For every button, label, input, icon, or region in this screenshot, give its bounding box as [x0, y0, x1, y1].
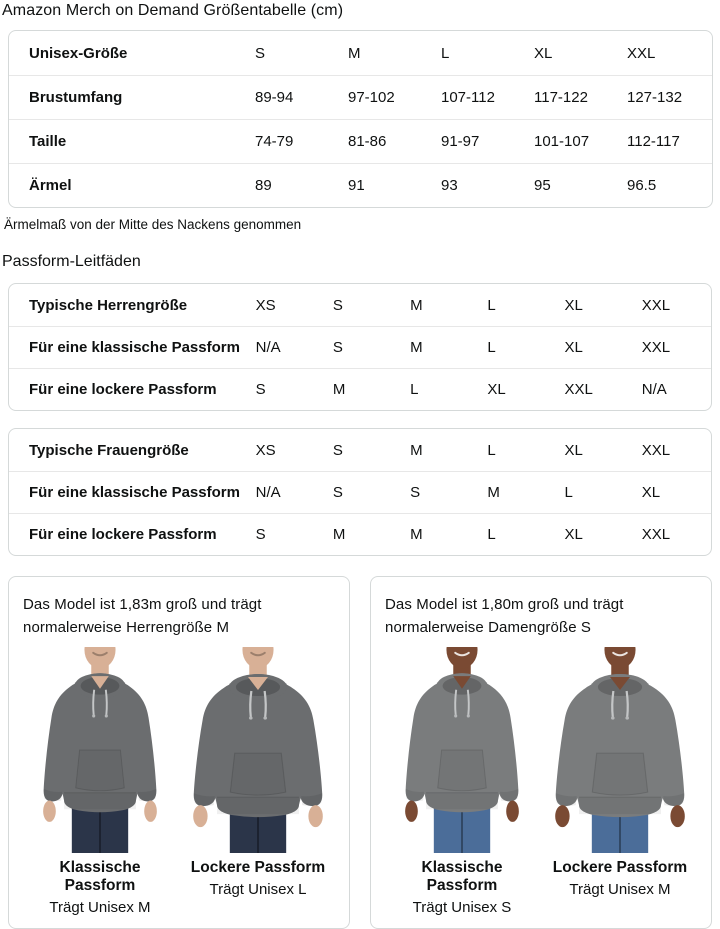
row-label: Typische Herrengröße	[29, 296, 188, 314]
unisex-size-table	[8, 30, 713, 208]
page-title: Amazon Merch on Demand Größentabelle (cm)	[2, 2, 344, 19]
size-value: M	[410, 441, 423, 459]
size-value: S	[325, 471, 402, 513]
size-value: 127-132	[619, 75, 712, 119]
table-row	[9, 471, 711, 513]
size-value: 89	[247, 163, 340, 207]
size-value: XXL	[641, 296, 671, 314]
size-value: M	[402, 326, 479, 368]
male-classic-photo	[23, 647, 177, 853]
size-value: XL	[564, 296, 583, 314]
row-label: Für eine lockere Passform	[9, 368, 248, 410]
male-card-heading: Das Model ist 1,83m groß und trägt normalerweise Herrengröße M	[23, 596, 262, 636]
size-value: M	[402, 513, 479, 555]
size-value: XS	[255, 296, 276, 314]
row-label: Für eine lockere Passform	[9, 513, 248, 555]
table-row	[9, 119, 712, 163]
size-value: N/A	[248, 326, 325, 368]
female-loose-figure	[543, 647, 697, 916]
size-value: 74-79	[247, 119, 340, 163]
fit-caption: Lockere Passform	[190, 859, 326, 876]
row-label: Unisex-Größe	[29, 44, 128, 62]
male-figures	[23, 647, 335, 916]
table-row	[9, 75, 712, 119]
hoodie-body	[405, 673, 519, 822]
size-value: 101-107	[526, 119, 619, 163]
hoodie-body	[555, 674, 685, 827]
size-value: 81-86	[340, 119, 433, 163]
model-cards	[8, 576, 712, 929]
size-value: XL	[557, 326, 634, 368]
row-label: Für eine klassische Passform	[9, 326, 248, 368]
hoodie-body	[43, 673, 157, 822]
male-classic-figure	[23, 647, 177, 916]
female-model-card	[370, 576, 712, 929]
table-row	[9, 513, 711, 555]
size-value: S	[248, 513, 325, 555]
size-value: 97-102	[340, 75, 433, 119]
female-classic-photo	[385, 647, 539, 853]
hoodie-model-illustration	[181, 647, 335, 853]
sleeve-measure-note: Ärmelmaß von der Mitte des Nackens genommen	[4, 217, 302, 232]
size-caption: Trägt Unisex M	[569, 881, 671, 898]
womens-fit-guide-table	[8, 428, 712, 556]
table-row	[9, 429, 711, 471]
female-classic-figure	[385, 647, 539, 916]
size-value: L	[487, 441, 496, 459]
size-value: M	[325, 513, 402, 555]
size-value: XL	[564, 441, 583, 459]
size-value: L	[441, 44, 450, 62]
size-value: 117-122	[526, 75, 619, 119]
size-value: L	[557, 471, 634, 513]
size-value: XS	[255, 441, 276, 459]
size-value: S	[248, 368, 325, 410]
hoodie-model-illustration	[543, 647, 697, 853]
size-value: L	[402, 368, 479, 410]
female-card-heading: Das Model ist 1,80m groß und trägt normalerweise Damengröße S	[385, 596, 624, 636]
table-row	[9, 326, 711, 368]
size-value: 93	[433, 163, 526, 207]
row-label: Typische Frauengröße	[29, 441, 189, 459]
size-value: L	[487, 296, 496, 314]
male-loose-figure	[181, 647, 335, 916]
size-value: 89-94	[247, 75, 340, 119]
table-row	[9, 368, 711, 410]
size-value: M	[325, 368, 402, 410]
size-value: N/A	[248, 471, 325, 513]
hoodie-body	[193, 674, 323, 827]
size-value: XL	[479, 368, 556, 410]
size-value: XXL	[641, 441, 671, 459]
size-value: XXL	[634, 513, 711, 555]
size-value: 91	[340, 163, 433, 207]
size-value: XXL	[557, 368, 634, 410]
size-value: XL	[557, 513, 634, 555]
mens-fit-guide-table	[8, 283, 712, 411]
male-loose-photo	[181, 647, 335, 853]
table-row	[9, 284, 711, 326]
size-value: S	[332, 441, 343, 459]
size-value: S	[332, 296, 343, 314]
size-value: N/A	[634, 368, 711, 410]
size-caption: Trägt Unisex S	[412, 899, 512, 916]
size-value: XXL	[634, 326, 711, 368]
size-value: S	[402, 471, 479, 513]
table-row	[9, 163, 712, 207]
size-value: 96.5	[619, 163, 712, 207]
row-label: Taille	[9, 119, 247, 163]
size-value: S	[325, 326, 402, 368]
row-label: Für eine klassische Passform	[9, 471, 248, 513]
fit-caption: Klassische Passform	[59, 859, 141, 894]
size-value: 95	[526, 163, 619, 207]
size-value: XXL	[627, 44, 656, 62]
size-value: M	[479, 471, 556, 513]
size-caption: Trägt Unisex M	[49, 899, 151, 916]
hoodie-model-illustration	[385, 647, 539, 853]
size-value: S	[255, 44, 266, 62]
table-row	[9, 31, 712, 75]
size-value: L	[479, 326, 556, 368]
size-value: 107-112	[433, 75, 526, 119]
fit-guides-heading: Passform-Leitfäden	[2, 253, 141, 270]
size-value: M	[348, 44, 361, 62]
size-caption: Trägt Unisex L	[209, 881, 307, 898]
fit-caption: Klassische Passform	[421, 859, 503, 894]
fit-caption: Lockere Passform	[552, 859, 688, 876]
size-value: M	[410, 296, 423, 314]
female-loose-photo	[543, 647, 697, 853]
row-label: Ärmel	[9, 163, 247, 207]
size-value: XL	[634, 471, 711, 513]
female-figures	[385, 647, 697, 916]
size-value: 112-117	[619, 119, 712, 163]
size-value: L	[479, 513, 556, 555]
male-model-card	[8, 576, 350, 929]
size-value: XL	[534, 44, 553, 62]
hoodie-model-illustration	[23, 647, 177, 853]
row-label: Brustumfang	[9, 75, 247, 119]
size-value: 91-97	[433, 119, 526, 163]
